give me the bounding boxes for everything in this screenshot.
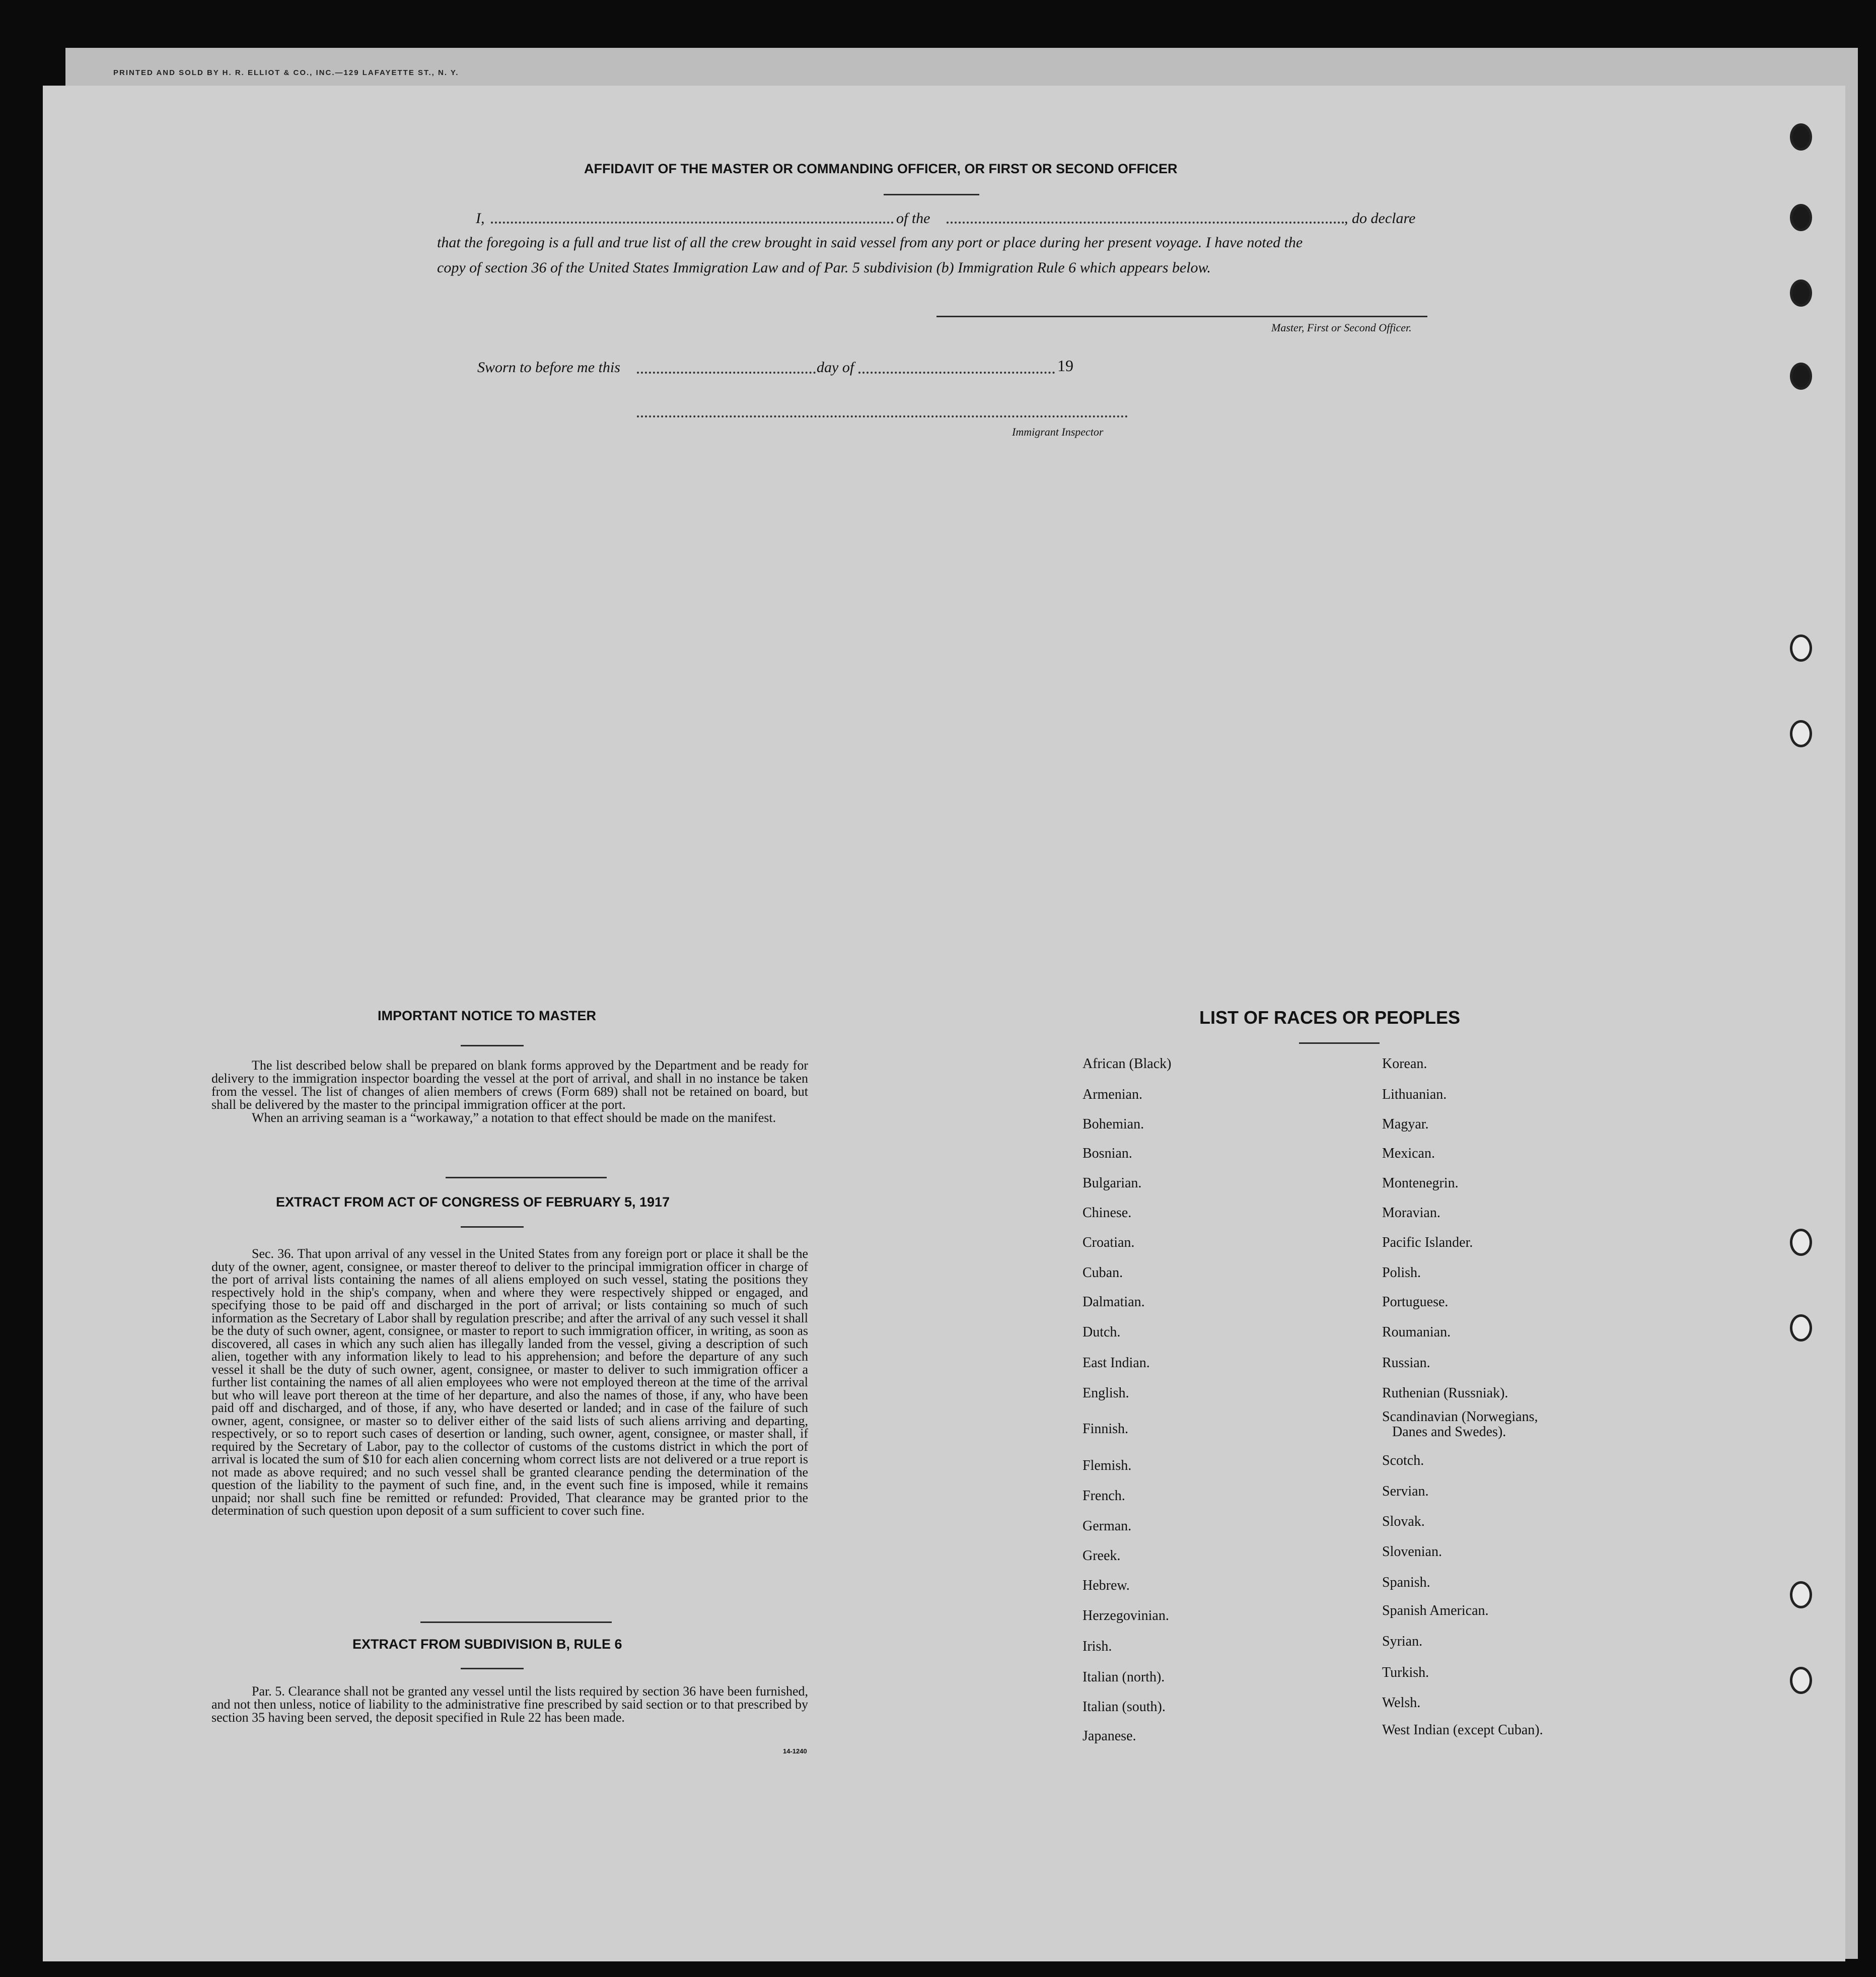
notice-rule	[461, 1045, 524, 1046]
notice-para-2: When an arriving seaman is a “workaway,” a notation to that effect should be made on the manifest.	[252, 1110, 776, 1125]
rule-extract-text	[211, 1685, 808, 1724]
races-title: LIST OF RACES OR PEOPLES	[1199, 1007, 1461, 1028]
race-item: Slovak.	[1382, 1514, 1425, 1529]
binder-hole	[1790, 1667, 1812, 1694]
sworn-label: Sworn to before me this	[477, 359, 620, 376]
race-item: Japanese.	[1083, 1728, 1136, 1744]
binder-hole	[1790, 204, 1812, 231]
act-extract-end-rule	[420, 1621, 612, 1623]
binder-hole	[1790, 634, 1812, 662]
race-item: English.	[1083, 1385, 1129, 1401]
race-item: East Indian.	[1083, 1355, 1150, 1371]
race-item: Roumanian.	[1382, 1324, 1451, 1340]
race-item: African (Black)	[1083, 1056, 1172, 1072]
notice-title: IMPORTANT NOTICE TO MASTER	[378, 1008, 596, 1023]
affidavit-line-2: that the foregoing is a full and true list of all the crew brought in said vessel from any port or place during her present voyage. I have noted the	[437, 234, 1303, 251]
binder-hole	[1790, 279, 1812, 307]
affidavit-of-the-label: of the	[896, 210, 930, 227]
sworn-month-field[interactable]	[858, 372, 1055, 374]
race-item: Scotch.	[1382, 1453, 1424, 1468]
race-item: Lithuanian.	[1382, 1087, 1447, 1102]
race-item: Portuguese.	[1382, 1294, 1449, 1310]
race-item: Dalmatian.	[1083, 1294, 1145, 1310]
rule-extract-title: EXTRACT FROM SUBDIVISION B, RULE 6	[352, 1637, 622, 1652]
race-item: Welsh.	[1382, 1695, 1421, 1711]
races-rule	[1299, 1042, 1380, 1044]
rule-extract-rule	[461, 1668, 524, 1669]
act-extract-title: EXTRACT FROM ACT OF CONGRESS OF FEBRUARY 5, 1917	[276, 1194, 670, 1210]
race-item: Armenian.	[1083, 1087, 1142, 1102]
race-item: Servian.	[1382, 1484, 1429, 1499]
race-item: Greek.	[1083, 1548, 1121, 1564]
inspector-signature-line[interactable]	[637, 415, 1128, 417]
race-item: Montenegrin.	[1382, 1175, 1459, 1191]
race-item: Magyar.	[1382, 1116, 1429, 1132]
binder-hole	[1790, 363, 1812, 390]
binder-hole	[1790, 123, 1812, 151]
par-5-text: Par. 5. Clearance shall not be granted any vessel until the lists required by section 36 have been furnished, and not then unless, notice of liability to the administrative fine prescribed by said section or to that prescribed by section 35 having been served, the deposit specified in Rule 22 has been made.	[211, 1684, 808, 1725]
sworn-day-field[interactable]	[637, 372, 816, 374]
race-item: Bosnian.	[1083, 1146, 1132, 1161]
vessel-field[interactable]	[947, 222, 1344, 224]
race-item: Hebrew.	[1083, 1578, 1130, 1593]
affidavit-line-3: copy of section 36 of the United States Immigration Law and of Par. 5 subdivision (b) Immigration Rule 6 which appears below.	[437, 259, 1211, 276]
race-item: Russian.	[1382, 1355, 1430, 1371]
section-36-text: Sec. 36. That upon arrival of any vessel in the United States from any foreign port or place it shall be the duty of the owner, agent, consignee, or master thereof to deliver to the principal immigration officer in charge of the port of arrival lists containing the names of all aliens employed on such vessel, stating the positions they respectively hold in the ship's company, when and where they were respectively shipped or engaged, and specifying those to be paid off and discharged in the port of arrival; or lists containing so much of such information as the Secretary of Labor shall by regulation prescribe; and after the arrival of any such vessel it shall be the duty of such owner, agent, consignee, or master to report to such immigration officer, in writing, as soon as discovered, all cases in which any such alien has illegally landed from the vessel, giving a description of such alien, together with any information likely to lead to his apprehension; and before the departure of any such vessel it shall be the duty of such owner, agent, consignee, or master to deliver to such immigration officer a further list containing the names of all alien employees who were not employed thereon at the time of the arrival but who will leave port thereon at the time of her departure, and also the names of those, if any, who have been paid off and discharged, and of those, if any, who have deserted or landed; and in case of the failure of such owner, agent, consignee, or master so to deliver either of the said lists of such aliens arriving and departing, respectively, or so to report such cases of desertion or landing, such owner, agent, consignee, or master shall, if required by the Secretary of Labor, pay to the collector of customs of the customs district in which the port of arrival is located the sum of $10 for each alien concerning whom correct lists are not delivered or a true report is not made as above required; and no such vessel shall be granted clearance pending the determination of the question of the liability to the payment of such fine, and, in the event such fine is imposed, while it remains unpaid; nor shall such fine be remitted or refunded: Provided, That clearance may be granted prior to the determination of such question upon deposit of a sum sufficient to cover such fine.	[211, 1246, 808, 1518]
race-item: Flemish.	[1083, 1458, 1132, 1473]
race-item: Polish.	[1382, 1265, 1421, 1281]
race-item: Korean.	[1382, 1056, 1427, 1072]
name-field[interactable]	[491, 222, 894, 224]
race-item: Slovenian.	[1382, 1544, 1442, 1560]
race-item: Bohemian.	[1083, 1116, 1144, 1132]
race-item: Bulgarian.	[1083, 1175, 1142, 1191]
printer-line: PRINTED AND SOLD BY H. R. ELLIOT & CO., INC.—129 LAFAYETTE ST., N. Y.	[113, 68, 459, 77]
race-item: Pacific Islander.	[1382, 1235, 1473, 1250]
race-item: Syrian.	[1382, 1634, 1423, 1649]
race-item: Cuban.	[1083, 1265, 1123, 1281]
do-declare-label: , do declare	[1344, 210, 1416, 227]
binder-hole	[1790, 1229, 1812, 1256]
affidavit-i-label: I,	[476, 210, 485, 227]
inspector-label: Immigrant Inspector	[1012, 426, 1104, 438]
signature-line[interactable]	[936, 316, 1427, 317]
race-item: German.	[1083, 1518, 1132, 1534]
race-item: West Indian (except Cuban).	[1382, 1722, 1543, 1738]
act-extract-text	[211, 1247, 808, 1517]
race-item: Herzegovinian.	[1083, 1608, 1169, 1623]
race-item: Danes and Swedes).	[1392, 1424, 1506, 1440]
race-item: Scandinavian (Norwegians,	[1382, 1409, 1538, 1425]
race-item: Turkish.	[1382, 1665, 1429, 1680]
notice-para-1: The list described below shall be prepared on blank forms approved by the Department and be ready for delivery to the immigration inspector boarding the vessel at the port of arrival, and shall in no instance be taken from the vessel. The list of changes of alien members of crews (Form 689) shall not be retained on board, but shall be delivered by the master to the principal immigration officer at the port.	[211, 1058, 808, 1112]
binder-hole	[1790, 720, 1812, 747]
race-item: Moravian.	[1382, 1205, 1440, 1221]
race-item: Spanish American.	[1382, 1603, 1489, 1618]
signature-label: Master, First or Second Officer.	[1271, 321, 1412, 334]
race-item: Mexican.	[1382, 1146, 1435, 1161]
title-rule	[884, 194, 979, 195]
race-item: French.	[1083, 1488, 1125, 1504]
race-item: Chinese.	[1083, 1205, 1132, 1221]
race-item: Irish.	[1083, 1639, 1112, 1654]
race-item: Ruthenian (Russniak).	[1382, 1385, 1508, 1401]
year-label: 19	[1057, 357, 1073, 375]
race-item: Italian (north).	[1083, 1669, 1165, 1685]
race-item: Finnish.	[1083, 1421, 1129, 1437]
notice-end-rule	[446, 1177, 607, 1178]
act-extract-rule	[461, 1226, 524, 1228]
race-item: Croatian.	[1083, 1235, 1135, 1250]
form-number: 14-1240	[783, 1747, 807, 1755]
day-of-label: day of	[817, 359, 854, 376]
race-item: Spanish.	[1382, 1575, 1430, 1590]
notice-text	[211, 1059, 808, 1124]
race-item: Italian (south).	[1083, 1699, 1166, 1715]
affidavit-title: AFFIDAVIT OF THE MASTER OR COMMANDING OFFICER, OR FIRST OR SECOND OFFICER	[584, 161, 1178, 176]
binder-hole	[1790, 1581, 1812, 1608]
race-item: Dutch.	[1083, 1324, 1121, 1340]
form-page	[43, 86, 1845, 1961]
binder-hole	[1790, 1314, 1812, 1341]
